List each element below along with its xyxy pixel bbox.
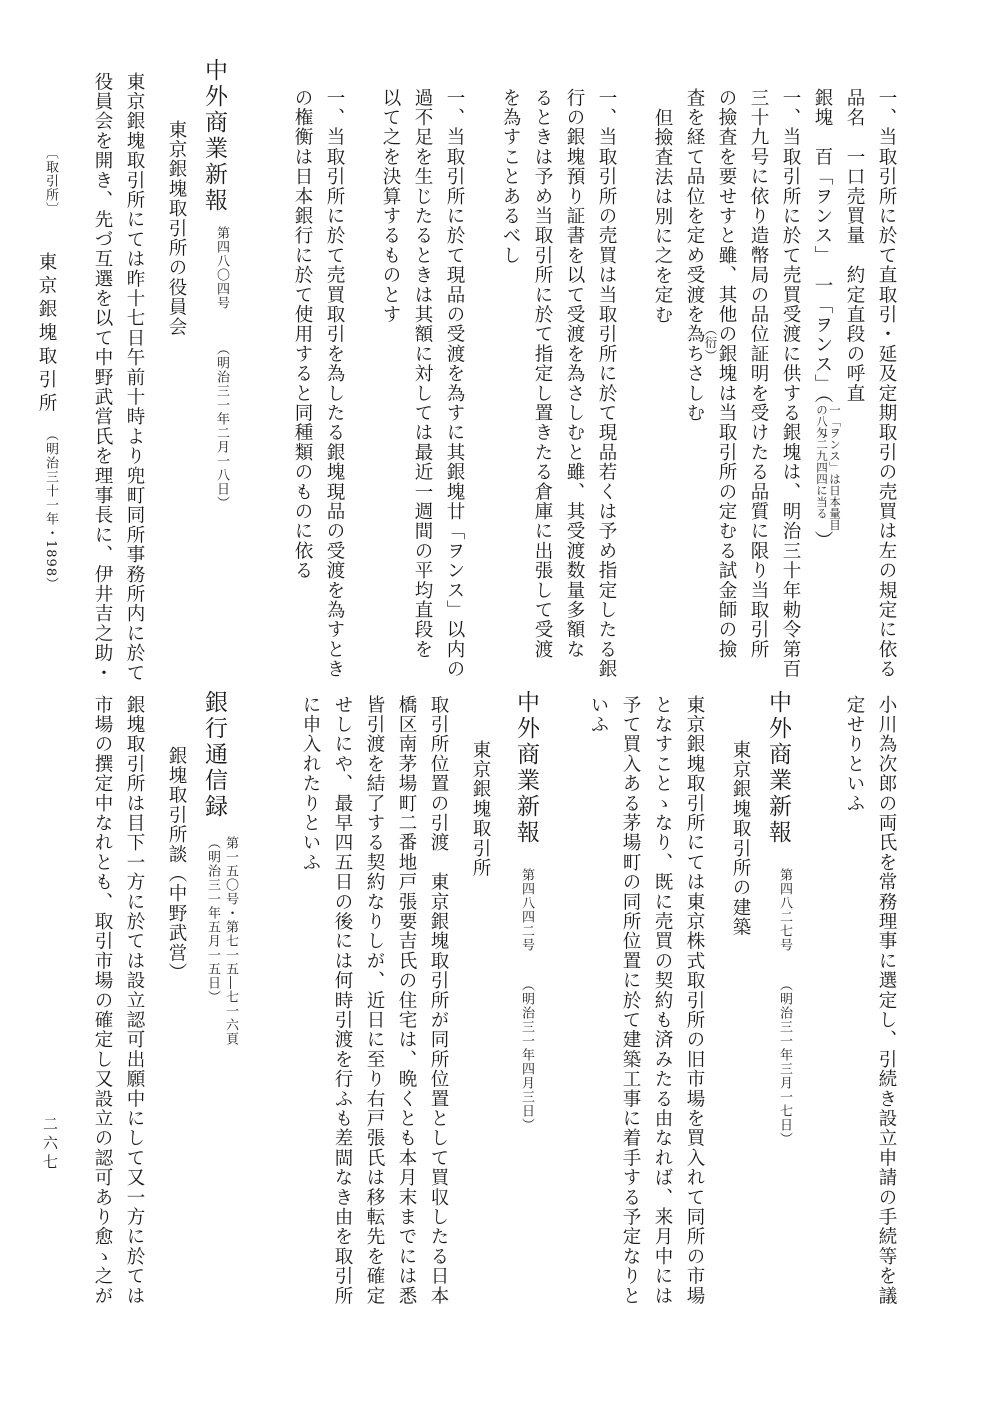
text-line: 行の銀塊預り証書を以て受渡を為さしむと雖、其受渡数量多額な [564, 88, 585, 660]
text-line: 役員会を開き、先づ互選を以て中野武営氏を理事長に、伊井吉之助・ [92, 72, 113, 683]
text-line: の撿査を要せすと雖、其他の銀塊は当取引所の定むる試金師の撿 [716, 88, 737, 660]
text-line: せしにや、最早四五日の後には何時引渡を行ふも差閊なき由を取引所 [332, 695, 353, 1306]
text-line: を為すことあるべし [500, 88, 521, 266]
text-line: 市場の撰定中なれとも、取引市場の確定し又設立の認可あり愈ゝ之が [92, 695, 113, 1306]
text-line: 一、当取引所に於て直取引・延及定期取引の売買は左の規定に依る [876, 88, 897, 679]
text-line: に申入れたりといふ [300, 695, 321, 873]
text-line: 査を経て品位を定め受渡を為ちさしむ [684, 88, 705, 423]
text-line: 東京銀塊取引所にては東京株式取引所の旧市場を買入れて同所の市場 [684, 695, 705, 1306]
text-line [808, 88, 841, 551]
issue-number: 第四八二七号 [777, 868, 792, 952]
text-line: 過不足を生じたるときは其額に対しては最近一週間の平均直段を [412, 88, 433, 660]
warichu-note-line: の八匁二九四四に当る [815, 404, 829, 520]
issue-date: （明治三一年三月一七日） [777, 978, 792, 1146]
text-line: 小川為次郎の両氏を常務理事に選定し、引続き設立申請の手続等を議 [876, 695, 897, 1306]
text-line: 但撿査法は別に之を定む [652, 108, 673, 325]
source-title: 中外商業新報 [201, 58, 227, 214]
warichu-note [815, 404, 841, 531]
text-line: 取引所位置の引渡 東京銀塊取引所が同所位置として買収したる日本 [428, 695, 449, 1306]
text-line: の権衡は日本銀行に於て使用すると同種類のものに依る [292, 88, 313, 581]
running-head-title: 東京銀塊取引所 [36, 252, 57, 417]
page-number: 二六七 [41, 1116, 59, 1173]
text-line: 品名 一口売買量 約定直段の呼直 [844, 88, 865, 404]
text-line: 東京銀塊取引所にては昨十七日午前十時より兜町同所事務所内に於て [124, 72, 145, 683]
text-line: 三十九号に依り造幣局の品位証明を受けたる品質に限り当取引所 [748, 88, 769, 660]
source-title: 中外商業新報 [513, 690, 539, 846]
issue-date: （明治三一年二月一八日） [214, 342, 229, 510]
text-line: いふ [588, 695, 609, 735]
text-line: となすことゝなり、既に売買の契約も済みたる由なれば、来月中には [652, 695, 673, 1306]
running-head-section: 〔取引所〕 [43, 146, 58, 216]
text-run: ） [812, 530, 833, 551]
article-title: 東京銀塊取引所の建築 [730, 740, 751, 937]
source-title: 銀行通信録 [201, 690, 227, 820]
text-line: るときは予め当取引所に於て指定し置きたる倉庫に出張して受渡 [532, 88, 553, 660]
text-line: 予て買入ある茅場町の同所位置に於て建築工事に着手する予定なりと [620, 695, 641, 1306]
issue-date: （明治三一年五月一五日） [205, 836, 220, 1004]
text-line: 皆引渡を結了する契約なりしが、近日に至り右戸張氏は移転先を確定 [364, 695, 385, 1306]
text-line: 以て之を決算するものとす [380, 88, 401, 325]
text-line: 橋区南茅場町二番地戸張要吉氏の住宅は、晩くとも本月末までには悉 [396, 695, 417, 1306]
text-line: 一、当取引所に於て売買受渡に供する銀塊は、明治三十年勅令第百 [780, 88, 801, 679]
text-run: 銀塊 百「ヲンス」 一「ヲンス」（ [812, 88, 833, 405]
text-line: 一、当取引所に於て現品の受渡を為すに其銀塊廿「ヲンス」以内の [444, 88, 465, 679]
issue-number: 第一五〇号・第七一五―七一六頁 [223, 836, 238, 1046]
issue-number: 第四八〇四号 [214, 226, 229, 310]
warichu-note-line: 一「ヲンス」は日本量目 [828, 404, 842, 531]
source-title: 中外商業新報 [765, 690, 791, 846]
article-title: 東京銀塊取引所の役員会 [166, 120, 187, 337]
text-line: 一、当取引所に於て売買取引を為したる銀塊現品の受渡を為すとき [324, 88, 345, 679]
text-line: 一、当取引所の売買は当取引所に於て現品若くは予め指定したる銀 [596, 88, 617, 679]
text-line: 定せりといふ [844, 695, 865, 814]
running-head-period: （明治三十一年・1898） [43, 428, 58, 592]
editorial-note: （衍） [703, 323, 718, 362]
issue-number: 第四八四二号 [519, 868, 534, 952]
article-title: 銀塊取引所談（中野武営） [166, 746, 187, 983]
text-line: 銀塊取引所は目下一方に於ては設立認可出願中にして又一方に於ては [124, 695, 145, 1306]
issue-date: （明治三一年四月三日） [519, 978, 534, 1132]
article-title: 東京銀塊取引所 [470, 740, 491, 878]
